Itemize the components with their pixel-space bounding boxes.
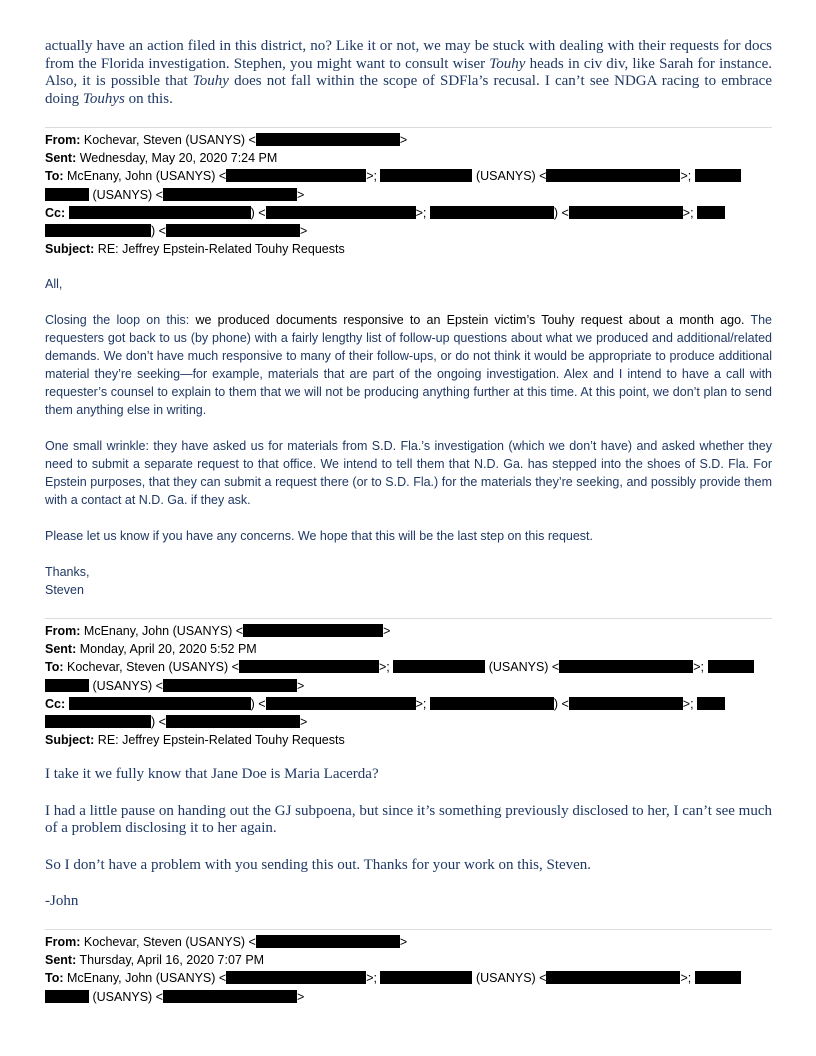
- body-paragraph: Please let us know if you have any concerns. We hope that this will be the last step on this request.: [45, 529, 593, 543]
- from-line: From: Kochevar, Steven (USANYS) < >: [45, 935, 408, 949]
- to-line: To: McEnany, John (USANYS) < >; (USANYS) < >;: [45, 969, 772, 987]
- redaction: [380, 971, 472, 984]
- subject-line: Subject: RE: Jeffrey Epstein-Related Touhy Requests: [45, 242, 345, 257]
- body-paragraph: I take it we fully know that Jane Doe is Maria Lacerda?: [45, 766, 379, 782]
- to-line-cont: (USANYS) < >: [45, 677, 772, 695]
- body-paragraph: Closing the loop on this: we produced documents responsive to an Epstein victim’s Touhy request about a month ago. The requesters got back to us (by phone) with a fairly lengthy list of follow-up questions about what we produced and additional/related demands. We don’t have much responsive to many of their follow-ups, or do not think it would be appropriate to produce additional material they’re seeking—for example, materials that are part of the ongoing investigation. Alex and I intend to have a call with requester’s counsel to explain to them that we will not be producing anything further at this time. At this point, we don’t plan to send them anything else in writing.: [45, 313, 773, 417]
- redaction: [256, 133, 400, 146]
- redaction: [166, 224, 300, 237]
- redaction: [243, 624, 383, 637]
- redaction: [708, 660, 754, 673]
- body-paragraph: So I don’t have a problem with you sending this out. Thanks for your work on this, Steven.: [45, 856, 592, 873]
- email-header: [45, 622, 772, 749]
- to-line: To: McEnany, John (USANYS) < >; (USANYS) < >;: [45, 167, 772, 185]
- redaction: [393, 660, 485, 673]
- divider: [45, 127, 772, 128]
- email-body: [45, 766, 772, 911]
- redaction: [695, 971, 741, 984]
- divider: [45, 618, 772, 619]
- redaction: [266, 697, 416, 710]
- redaction: [266, 206, 416, 219]
- to-line-cont: (USANYS) < >: [45, 988, 772, 1006]
- to-line-cont: (USANYS) < >: [45, 186, 772, 204]
- redaction: [239, 660, 379, 673]
- touhy-italic: Touhy: [192, 73, 229, 90]
- redaction: [45, 715, 151, 728]
- body-paragraph: One small wrinkle: they have asked us for materials from S.D. Fla.’s investigation (which we don’t have) and asked whether they need to submit a separate request to that office. We intend to tell them that N.D. Ga. has stepped into the shoes of S.D. Fla. For Epstein purposes, that they can submit a request there (or to S.D. Fla.) for the materials they’re seeking, and possibly provide them with a contact at N.D. Ga. if they ask.: [45, 439, 772, 507]
- sent-line: Sent: Wednesday, May 20, 2020 7:24 PM: [45, 151, 278, 166]
- redaction: [45, 990, 89, 1003]
- redaction: [697, 206, 725, 219]
- to-line: To: Kochevar, Steven (USANYS) < >; (USANYS) < >;: [45, 658, 772, 676]
- divider: [45, 929, 772, 930]
- redaction: [226, 169, 366, 182]
- redaction: [45, 224, 151, 237]
- email-body: [45, 275, 772, 599]
- sent-line: Sent: Monday, April 20, 2020 5:52 PM: [45, 642, 257, 657]
- redaction: [226, 971, 366, 984]
- redaction: [163, 679, 297, 692]
- redaction: [69, 206, 251, 219]
- redaction: [166, 715, 300, 728]
- redaction: [569, 206, 683, 219]
- quoted-paragraph: actually have an action filed in this district, no? Like it or not, we may be stuck with dealing with their requests for docs from the Florida investigation. Stephen, you might want to consult wiser Touhy heads in civ div, like Sarah for instance. Also, it is possible that Touhy does not fall within the scope of SDFla’s recusal. I can’t see NDGA racing to embrace doing Touhys on this.: [45, 38, 773, 107]
- redaction: [546, 971, 680, 984]
- cc-line-cont: ) < >: [45, 222, 772, 240]
- email-header: [45, 933, 772, 1006]
- redaction: [163, 188, 297, 201]
- email-header: [45, 131, 772, 258]
- redaction: [430, 697, 554, 710]
- touhy-italic: Touhy: [489, 55, 526, 72]
- redaction: [546, 169, 680, 182]
- greeting: All,: [45, 277, 63, 291]
- cc-line: Cc: ) < >; ) < >;: [45, 204, 772, 222]
- cc-line-cont: ) < >: [45, 713, 772, 731]
- body-paragraph: I had a little pause on handing out the GJ subpoena, but since it’s something previously disclosed to her, I can’t see much of a problem disclosing it to her again.: [45, 802, 772, 837]
- subject-line: Subject: RE: Jeffrey Epstein-Related Touhy Requests: [45, 733, 345, 748]
- redaction: [256, 935, 400, 948]
- redaction: [695, 169, 741, 182]
- redaction: [380, 169, 472, 182]
- redaction: [45, 188, 89, 201]
- redaction: [697, 697, 725, 710]
- signature: -John: [45, 893, 79, 910]
- redaction: [569, 697, 683, 710]
- from-line: From: McEnany, John (USANYS) < >: [45, 624, 391, 638]
- signoff: Thanks,: [45, 565, 90, 579]
- from-line: From: Kochevar, Steven (USANYS) < >: [45, 133, 408, 147]
- redaction: [559, 660, 693, 673]
- signature: Steven: [45, 583, 84, 597]
- sent-line: Sent: Thursday, April 16, 2020 7:07 PM: [45, 953, 265, 968]
- touhys-italic: Touhys: [82, 90, 125, 107]
- redaction: [45, 679, 89, 692]
- cc-line: Cc: ) < >; ) < >;: [45, 695, 772, 713]
- redaction: [430, 206, 554, 219]
- redaction: [163, 990, 297, 1003]
- redaction: [69, 697, 251, 710]
